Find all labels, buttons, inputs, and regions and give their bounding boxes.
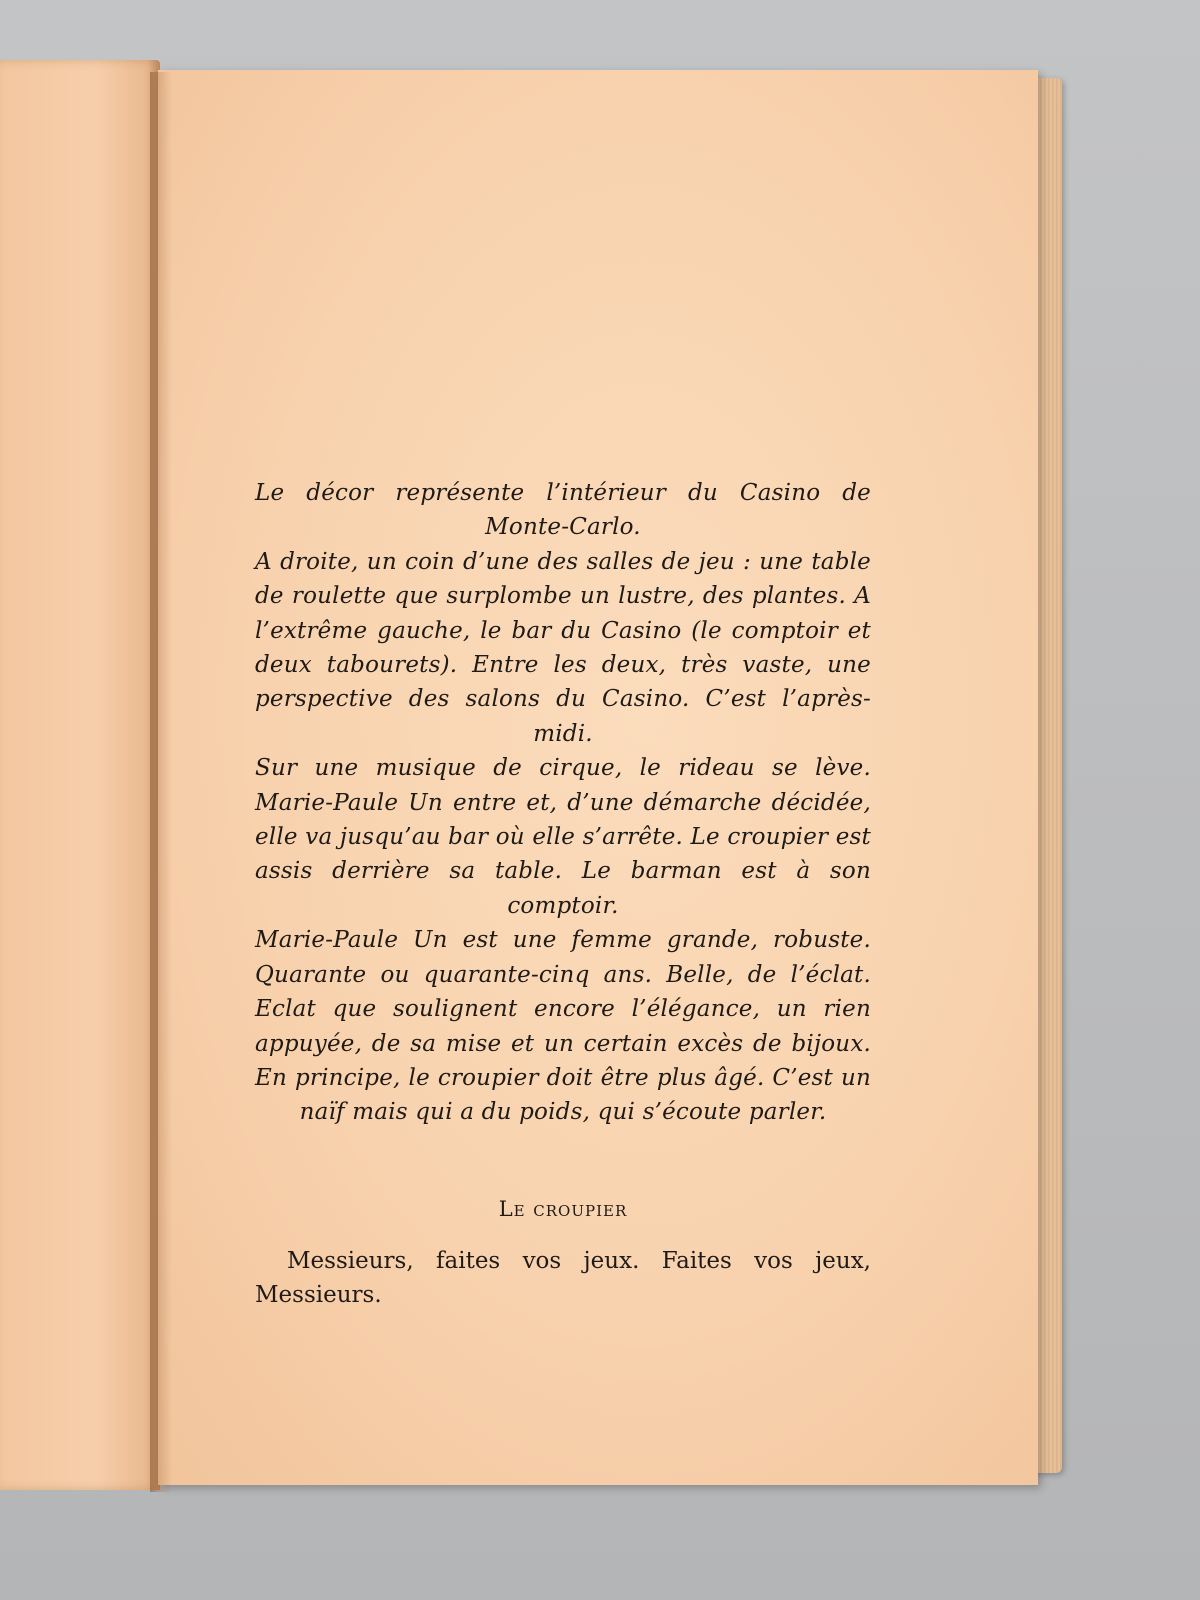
stage-paragraph-3: Sur une musique de cirque, le rideau se lève. Marie-Paule Un entre et, d’une démarche décidée, elle va jusqu’au bar où elle s’arrête. Le croupier est assis derrière sa table. Le barman est à son comptoir.: [255, 755, 871, 919]
book-gutter: [150, 72, 172, 1492]
speaker-name: Le croupier: [498, 1197, 628, 1221]
stage-paragraph-4: Marie-Paule Un est une femme grande, robuste. Quarante ou quarante-cinq ans. Belle, de l’éclat. Eclat que soulignent encore l’élégance, un rien appuyée, de sa mise et un certain excès de bijoux. En principe, le croupier doit être plus âgé. C’est un naïf mais qui a du poids, qui s’écoute parler.: [255, 927, 871, 1126]
stage-paragraph-1: Le décor représente l’intérieur du Casino de Monte-Carlo.: [255, 480, 871, 541]
dialogue-line: Messieurs, faites vos jeux. Faites vos jeux, Messieurs.: [255, 1248, 871, 1308]
stage-directions: [255, 476, 871, 1130]
stage-paragraph-2: A droite, un coin d’une des salles de jeu : une table de roulette que surplombe un lustre, des plantes. A l’extrême gauche, le bar du Casino (le comptoir et deux tabourets). Entre les deux, très vaste, une perspective des salons du Casino. C’est l’après-midi.: [255, 548, 871, 747]
left-page: [0, 60, 160, 1490]
